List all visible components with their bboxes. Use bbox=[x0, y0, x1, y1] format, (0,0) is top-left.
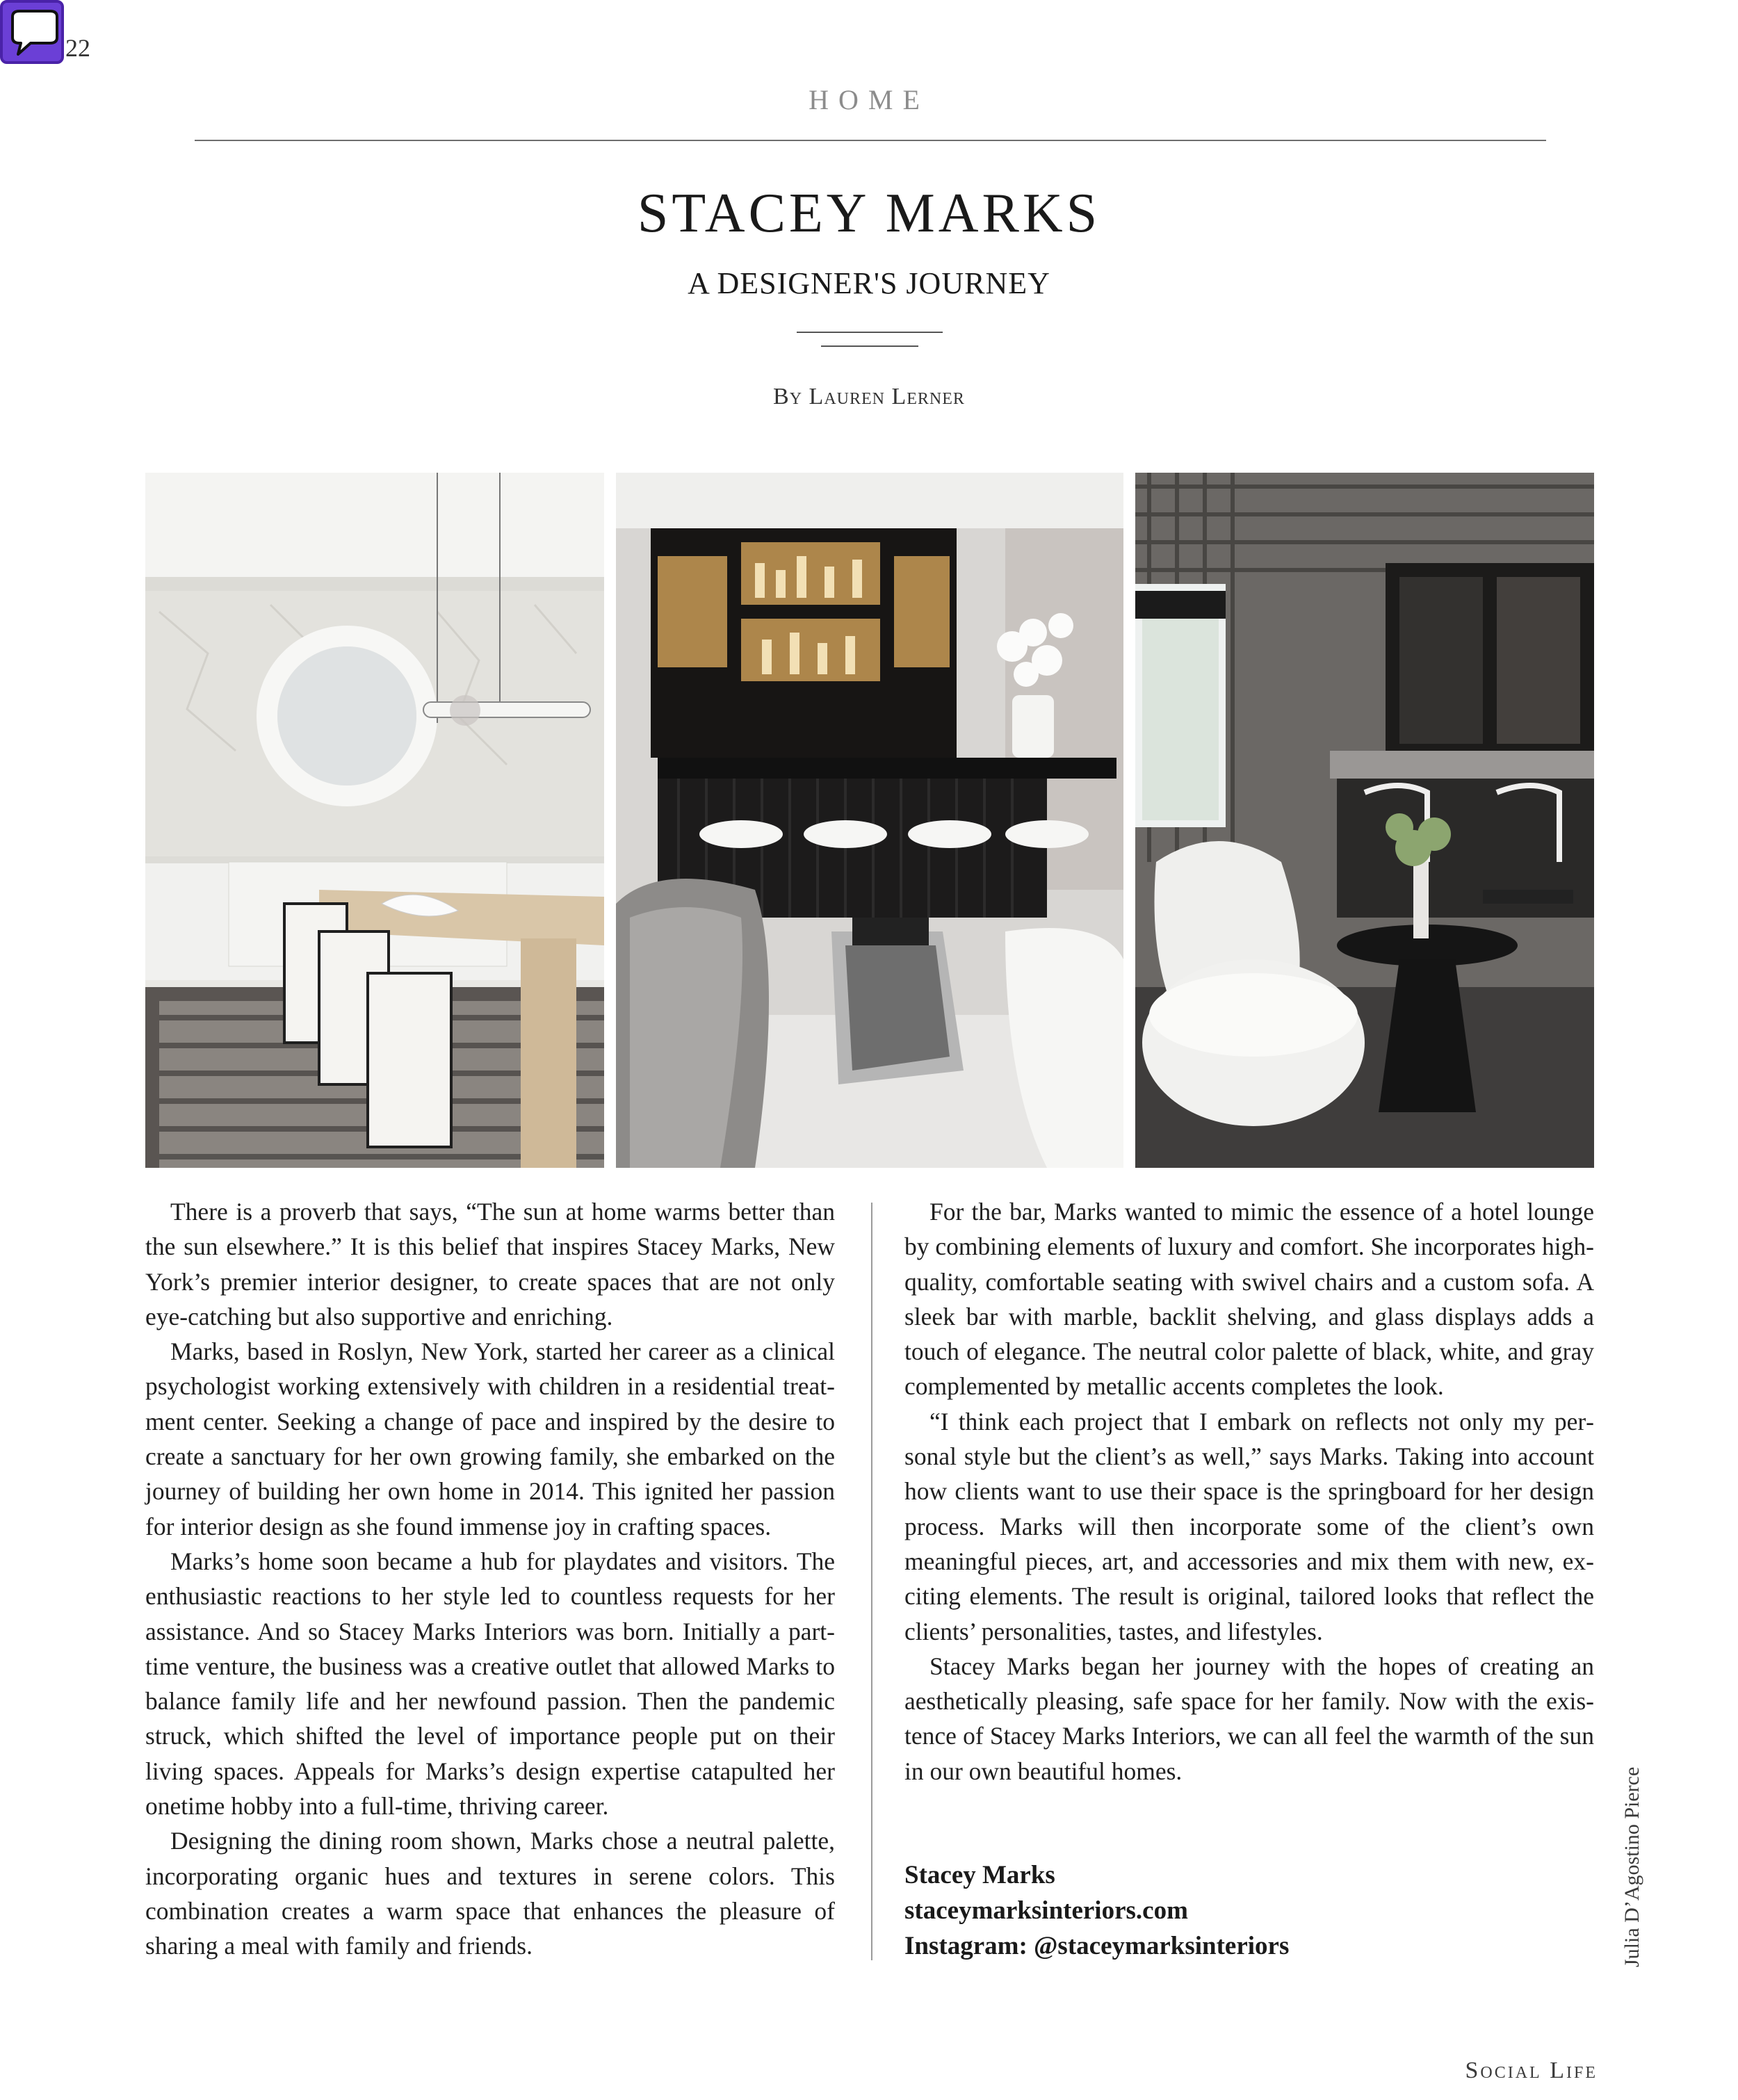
article-body-left-column bbox=[145, 1194, 835, 1964]
paragraph: Designing the dining room shown, Marks chose a neutral palette, incorporating organic hues and textures in serene colors. This combination creates a warm space that enhances the pleasure of sharing a meal with family and friends. bbox=[145, 1827, 835, 1960]
section-label: HOME bbox=[809, 84, 929, 115]
bar-lounge-photo bbox=[616, 473, 1123, 1168]
footer-magazine-name: Social Life bbox=[1465, 2058, 1598, 2083]
contact-name: Stacey Marks bbox=[904, 1861, 1055, 1889]
page-number: 22 bbox=[65, 34, 90, 62]
byline: By Lauren Lerner bbox=[773, 384, 965, 409]
paragraph: Marks, based in Roslyn, New York, started her career as a clinical psychologist working extensively with children in a residential treatment center. Seeking a change of pace and inspired by the desire to create a sanctuary for her own growing family, she embarked on the journey of building her own home in 2014. This ignited her passion for interior design as she found immense joy in crafting spaces. bbox=[145, 1337, 835, 1540]
article-body-right-column bbox=[904, 1194, 1594, 1789]
photo-credit: Julia D’Agostino Pierce bbox=[1621, 1766, 1643, 1967]
decorative-rule bbox=[821, 345, 918, 347]
contact-block bbox=[904, 1857, 1289, 1964]
paragraph: There is a proverb that says, “The sun at home warms better than the sun elsewhere.” It is this belief that inspires Stacey Marks, New York’s premier interior designer, to create spaces that are not only eye-catching but also supportive and enriching. bbox=[145, 1198, 835, 1330]
paragraph: “I think each project that I embark on reflects not only my personal style but the client’s as well,” says Marks. Taking into account how clients want to use their space is the springboard for her design process. Marks will then incorporate some of the client’s own meaningful pieces, art, and accessories and mix them with new, exciting elements. The result is original, tailored looks that reflect the clients’ personalities, tastes, and lifestyles. bbox=[904, 1407, 1594, 1645]
comment-icon[interactable] bbox=[0, 0, 64, 64]
paragraph: For the bar, Marks wanted to mimic the essence of a hotel lounge by combining elements of luxury and comfort. She incorporates high-quality, comfortable seating with swivel chairs and a custom sofa. A sleek bar with marble, backlit shelving, and glass displays adds a touch of elegance. The neutral color palette of black, white, and gray complemented by metallic accents completes the look. bbox=[904, 1198, 1594, 1401]
contact-instagram-link[interactable]: Instagram: @staceymarksinteriors bbox=[904, 1932, 1290, 1960]
dining-room-photo bbox=[145, 473, 604, 1168]
paragraph: Stacey Marks began her journey with the hopes of creating an aesthetically pleasing, safe space for her family. Now with the existence of Stacey Marks Interiors, we can all feel the warmth of the sun in our own beautiful homes. bbox=[904, 1652, 1594, 1785]
lounge-photo bbox=[1135, 473, 1594, 1168]
header-rule bbox=[195, 140, 1546, 141]
decorative-rule bbox=[797, 332, 943, 333]
article-title: STACEY MARKS bbox=[637, 183, 1101, 244]
paragraph: Marks’s home soon became a hub for playdates and visitors. The enthusiastic reactions to her style led to countless requests for her assistance. And so Stacey Marks Interiors was born. Initially a parttime venture, the business was a creative outlet that allowed Marks to balance family life and her newfound passion. Then the pandemic struck, which shifted the level of importance people put on their living spaces. Appeals for Marks’s design expertise catapulted her onetime hobby into a full-time, thriving career. bbox=[145, 1547, 835, 1821]
article-subtitle: A DESIGNER'S JOURNEY bbox=[688, 266, 1050, 300]
contact-website-link[interactable]: staceymarksinteriors.com bbox=[904, 1896, 1188, 1925]
column-divider bbox=[871, 1203, 872, 1960]
